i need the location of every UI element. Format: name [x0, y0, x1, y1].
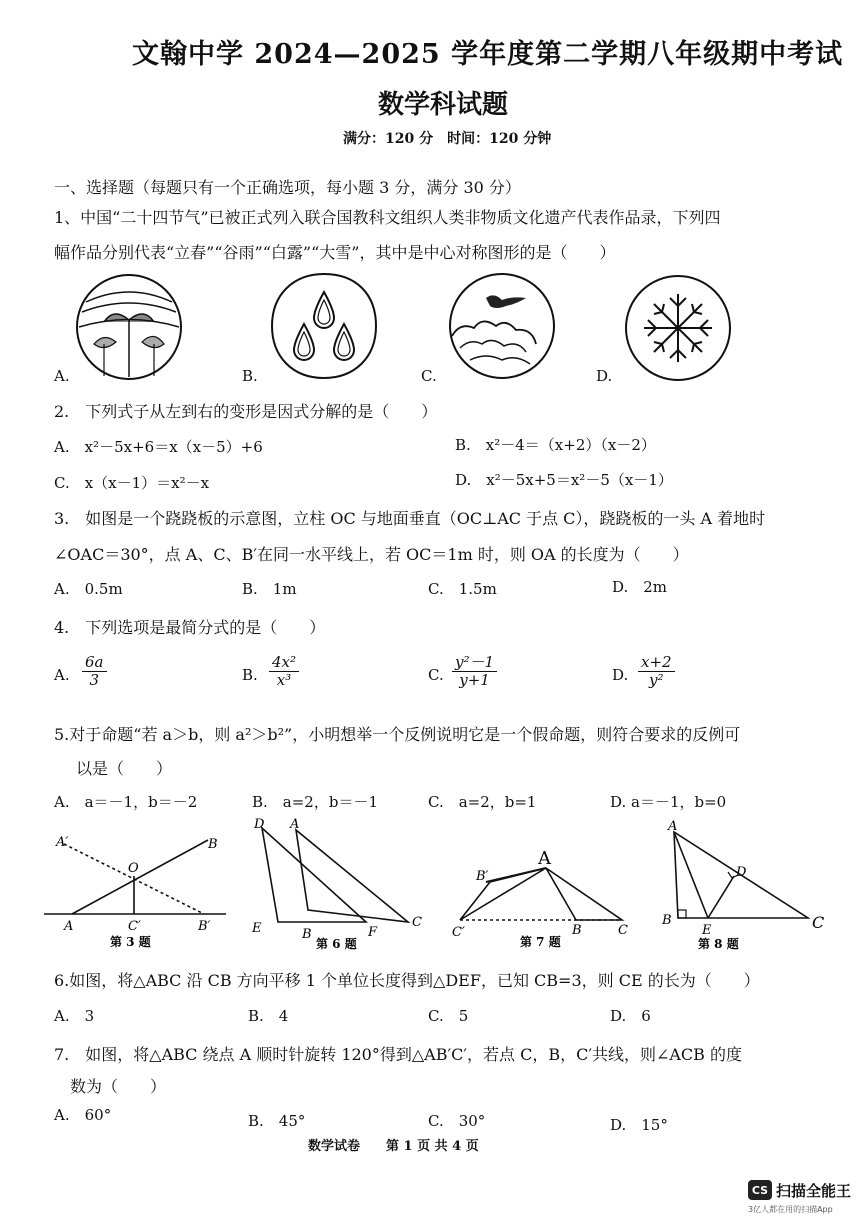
q1-label-d: D.	[596, 367, 613, 385]
q1-figure-b	[268, 270, 380, 382]
q5-line1: 5.对于命题“若 a＞b，则 a²＞b²”，小明想举一个反例说明它是一个假命题，则符合要求的反例可	[54, 725, 741, 744]
scanner-app-name: 扫描全能王	[776, 1182, 852, 1200]
q7-option-c: C. 30°	[428, 1112, 486, 1130]
fig8-caption: 第 8 题	[698, 937, 739, 951]
q6-option-a: A. 3	[54, 1007, 95, 1025]
q2-option-d: D. x²－5x+5＝x²－5（x－1）	[455, 471, 673, 489]
fig7-caption: 第 7 题	[520, 935, 561, 949]
q1-figure-d	[622, 272, 734, 384]
q1-figure-c	[446, 270, 558, 382]
scanner-tagline: 3亿人都在用的扫描App	[748, 1205, 833, 1214]
q3-option-c: C. 1.5m	[428, 580, 497, 598]
q6-option-d: D. 6	[610, 1007, 651, 1025]
q2-stem: 2. 下列式子从左到右的变形是因式分解的是（ ）	[54, 402, 438, 421]
fig7-label-cprime: C′	[452, 925, 465, 940]
q4-frac-a-den: 3	[89, 671, 100, 690]
fig6-label-a: A	[290, 817, 300, 832]
exam-info: 满分：120 分 时间：120 分钟	[343, 131, 552, 147]
figure-q8	[650, 814, 840, 954]
q4-label-d: D.	[612, 666, 629, 684]
fig3-label-c: C′	[128, 919, 141, 934]
fig6-caption: 第 6 题	[316, 937, 357, 951]
q6-stem: 6.如图，将△ABC 沿 CB 方向平移 1 个单位长度得到△DEF，已知 CB=3，则 CE 的长为（ ）	[54, 971, 760, 990]
q1-label-b: B.	[242, 367, 258, 385]
exam-title: 文翰中学 2024—2025 学年度第二学期八年级期中考试	[132, 39, 844, 70]
q4-stem: 4. 下列选项是最简分式的是（ ）	[54, 618, 326, 637]
fig6-label-d: D	[254, 817, 265, 832]
q2-option-a: A. x²－5x+6＝x（x－5）+6	[54, 438, 263, 456]
q4-frac-c-num: y²－1	[452, 654, 497, 672]
q3-line1: 3. 如图是一个跷跷板的示意图，立柱 OC 与地面垂直（OC⊥AC 于点 C），跷跷板的一头 A 着地时	[54, 509, 766, 528]
fig3-label-b: B	[208, 837, 218, 852]
q4-frac-a	[82, 654, 107, 690]
fig3-label-a: A	[64, 919, 74, 934]
fig3-label-o: O	[128, 861, 139, 876]
q1-label-c: C.	[421, 367, 437, 385]
fig8-label-b: B	[662, 913, 672, 928]
q4-frac-d	[638, 654, 675, 690]
q2-option-c: C. x（x－1）＝x²－x	[54, 474, 210, 492]
fig7-label-bprime: B′	[476, 869, 489, 884]
q7-option-a: A. 60°	[54, 1106, 112, 1124]
figure-q6	[248, 812, 430, 952]
figure-q7	[446, 842, 636, 954]
q1-figure-a	[74, 272, 184, 382]
fig8-label-a: A	[668, 819, 678, 834]
fig7-label-c: C	[618, 923, 628, 938]
fig6-label-c: C	[412, 915, 422, 930]
fig6-label-b: B	[302, 927, 312, 942]
fig8-label-d: D	[736, 865, 747, 880]
q3-line2: ∠OAC＝30°，点 A、C、B′在同一水平线上，若 OC＝1m 时，则 OA 的长度为（ ）	[54, 545, 689, 564]
q5-option-b: B. a=2，b＝－1	[252, 793, 378, 811]
fig6-label-f: F	[368, 925, 378, 940]
q5-option-d: D. a＝－1，b=0	[610, 793, 727, 811]
scanner-logo: CS	[748, 1180, 772, 1200]
q1-label-a: A.	[54, 367, 70, 385]
q4-frac-a-num: 6a	[82, 654, 107, 672]
fig7-label-b: B	[572, 923, 582, 938]
q6-option-c: C. 5	[428, 1007, 469, 1025]
q6-option-b: B. 4	[248, 1007, 289, 1025]
q7-option-b: B. 45°	[248, 1112, 306, 1130]
q1-line1: 1、中国“二十四节气”已被正式列入联合国教科文组织人类非物质文化遗产代表作品录，下列四	[54, 208, 721, 227]
q5-option-c: C. a=2，b=1	[428, 793, 537, 811]
q3-option-b: B. 1m	[242, 580, 297, 598]
q1-line2: 幅作品分别代表“立春”“谷雨”“白露”“大雪”，其中是中心对称图形的是（ ）	[54, 243, 616, 262]
section-heading: 一、选择题（每题只有一个正确选项，每小题 3 分，满分 30 分）	[54, 178, 521, 197]
fig3-label-bprime: B′	[198, 919, 211, 934]
q4-frac-b-num: 4x²	[269, 654, 299, 672]
q3-option-d: D. 2m	[612, 578, 668, 596]
q4-label-c: C.	[428, 666, 444, 684]
q4-frac-c-den: y+1	[459, 671, 490, 690]
q7-line2: 数为（ ）	[70, 1077, 167, 1096]
q4-frac-b	[269, 654, 299, 690]
fig8-label-c: C	[812, 913, 825, 932]
q4-label-b: B.	[242, 666, 258, 684]
fig8-label-e: E	[702, 923, 712, 938]
q4-label-a: A.	[54, 666, 70, 684]
q3-option-a: A. 0.5m	[54, 580, 123, 598]
fig3-caption: 第 3 题	[110, 935, 151, 949]
fig7-label-a: A	[538, 848, 551, 869]
q4-frac-b-den: x³	[276, 671, 292, 690]
fig3-label-aprime: A′	[56, 835, 69, 850]
q4-frac-d-den: y²	[649, 671, 664, 690]
q2-option-b: B. x²－4＝（x+2）（x－2）	[455, 436, 656, 454]
q4-frac-c	[452, 654, 497, 690]
figure-q3	[44, 828, 230, 952]
exam-subtitle: 数学科试题	[378, 90, 509, 120]
q5-line2: 以是（ ）	[76, 759, 173, 778]
fig6-label-e: E	[252, 921, 262, 936]
q5-option-a: A. a＝－1，b＝－2	[54, 793, 198, 811]
q7-line1: 7. 如图，将△ABC 绕点 A 顺时针旋转 120°得到△AB′C′，若点 C，B，C′共线，则∠ACB 的度	[54, 1045, 742, 1064]
q4-frac-d-num: x+2	[638, 654, 675, 672]
q7-option-d: D. 15°	[610, 1116, 668, 1134]
page-footer: 数学试卷 第 1 页 共 4 页	[308, 1139, 479, 1154]
